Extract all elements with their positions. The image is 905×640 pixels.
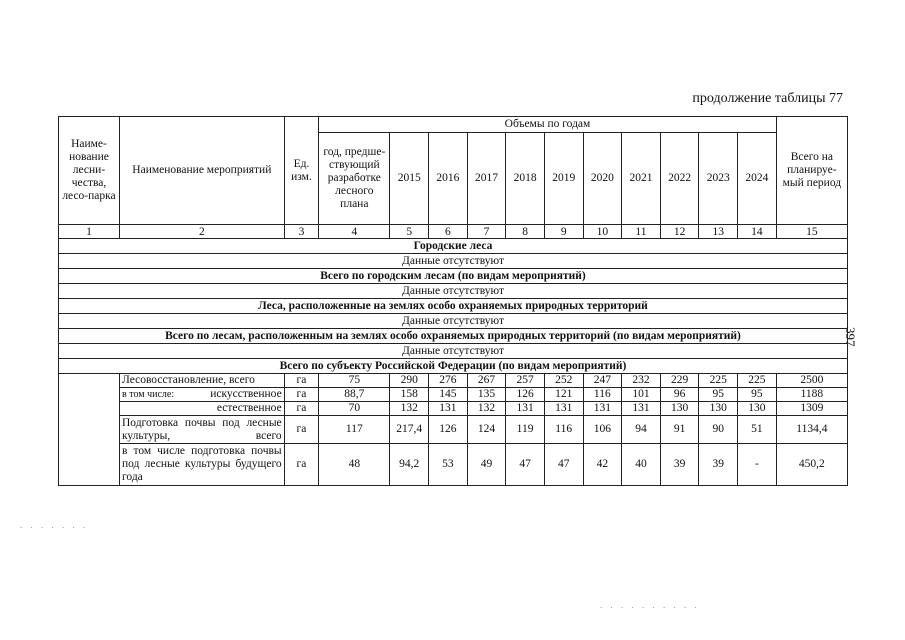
- year-value: 267: [467, 374, 506, 388]
- unit-cell: га: [284, 444, 319, 486]
- forestry-cell: [59, 374, 120, 486]
- column-number: 2: [119, 225, 284, 239]
- prev-year-value: 88,7: [319, 388, 390, 402]
- header-year: 2021: [622, 133, 661, 225]
- year-value: 39: [660, 444, 699, 486]
- column-number: 11: [622, 225, 661, 239]
- column-number: 9: [544, 225, 583, 239]
- header-year: 2020: [583, 133, 622, 225]
- header-year: 2024: [738, 133, 777, 225]
- header-years-group: Объемы по годам: [319, 117, 777, 133]
- header-year: 2018: [506, 133, 545, 225]
- table-row: [59, 416, 848, 444]
- column-number: 12: [660, 225, 699, 239]
- activity-name: Лесовосстановление, всего: [119, 374, 284, 388]
- column-number: 15: [776, 225, 847, 239]
- header-year: 2016: [429, 133, 468, 225]
- year-value: 95: [699, 388, 738, 402]
- prev-year-value: 117: [319, 416, 390, 444]
- total-value: 1134,4: [776, 416, 847, 444]
- year-value: 131: [429, 402, 468, 416]
- year-value: 131: [583, 402, 622, 416]
- header-prev-year: год, предше-ствующий разработке лесного плана: [319, 133, 390, 225]
- year-value: 131: [506, 402, 545, 416]
- unit-cell: га: [284, 402, 319, 416]
- section-title: Всего по лесам, расположенным на землях особо охраняемых природных территорий (по видам мероприятий): [59, 329, 848, 344]
- total-value: 1309: [776, 402, 847, 416]
- table-row: [59, 374, 848, 388]
- year-value: 95: [738, 388, 777, 402]
- activity-name: в том числе подготовка почвы под лесные культуры будущего года: [119, 444, 284, 486]
- section-note-row: [59, 314, 848, 329]
- section-title: Городские леса: [59, 239, 848, 254]
- year-value: 121: [544, 388, 583, 402]
- column-number: 5: [390, 225, 429, 239]
- year-value: 130: [738, 402, 777, 416]
- section-title-row: [59, 299, 848, 314]
- year-value: 126: [506, 388, 545, 402]
- table-row: [59, 444, 848, 486]
- year-value: 101: [622, 388, 661, 402]
- column-number: 10: [583, 225, 622, 239]
- total-value: 2500: [776, 374, 847, 388]
- header-unit: Ед. изм.: [284, 117, 319, 225]
- year-value: 40: [622, 444, 661, 486]
- section-title-row: [59, 269, 848, 284]
- year-value: 132: [467, 402, 506, 416]
- year-value: 94: [622, 416, 661, 444]
- section-title: Всего по субъекту Российской Федерации (по видам мероприятий): [59, 359, 848, 374]
- year-value: 116: [583, 388, 622, 402]
- activity-name: естественное: [119, 402, 284, 416]
- year-value: 217,4: [390, 416, 429, 444]
- table-caption: продолжение таблицы 77: [692, 91, 843, 106]
- year-value: 47: [506, 444, 545, 486]
- activities-table: [58, 116, 848, 486]
- header-total: Всего на планируе-мый период: [776, 117, 847, 225]
- section-note: Данные отсутствуют: [59, 344, 848, 359]
- year-value: 119: [506, 416, 545, 444]
- total-value: 450,2: [776, 444, 847, 486]
- header-activity: Наименование мероприятий: [119, 117, 284, 225]
- prev-year-value: 75: [319, 374, 390, 388]
- column-number: 3: [284, 225, 319, 239]
- unit-cell: га: [284, 374, 319, 388]
- year-value: 94,2: [390, 444, 429, 486]
- year-value: 225: [738, 374, 777, 388]
- header-year: 2019: [544, 133, 583, 225]
- section-note-row: [59, 254, 848, 269]
- year-value: 252: [544, 374, 583, 388]
- year-value: 106: [583, 416, 622, 444]
- prev-year-value: 70: [319, 402, 390, 416]
- header-year: 2015: [390, 133, 429, 225]
- year-value: 145: [429, 388, 468, 402]
- year-value: 53: [429, 444, 468, 486]
- year-value: 49: [467, 444, 506, 486]
- column-number: 4: [319, 225, 390, 239]
- section-note: Данные отсутствуют: [59, 254, 848, 269]
- activity-name: Подготовка почвы под лесные культуры, всего: [119, 416, 284, 444]
- table-row: [59, 388, 848, 402]
- header-year: 2022: [660, 133, 699, 225]
- section-note: Данные отсутствуют: [59, 314, 848, 329]
- column-number: 13: [699, 225, 738, 239]
- year-value: 158: [390, 388, 429, 402]
- year-value: 51: [738, 416, 777, 444]
- header-forestry: Наиме-нование лесни-чества, лесо-парка: [59, 117, 120, 225]
- year-value: 96: [660, 388, 699, 402]
- table-row: [59, 402, 848, 416]
- year-value: 131: [622, 402, 661, 416]
- year-value: 225: [699, 374, 738, 388]
- column-number: 14: [738, 225, 777, 239]
- year-value: 131: [544, 402, 583, 416]
- year-value: 132: [390, 402, 429, 416]
- activity-prefix: в том числе:: [121, 389, 175, 400]
- section-note: Данные отсутствуют: [59, 284, 848, 299]
- column-number: 6: [429, 225, 468, 239]
- year-value: 130: [660, 402, 699, 416]
- section-note-row: [59, 344, 848, 359]
- prev-year-value: 48: [319, 444, 390, 486]
- year-value: 290: [390, 374, 429, 388]
- section-title-row: [59, 239, 848, 254]
- section-title-row: [59, 329, 848, 344]
- year-value: 126: [429, 416, 468, 444]
- scan-noise: . . . . . . . . . .: [600, 600, 700, 610]
- year-value: 232: [622, 374, 661, 388]
- page-number: 397: [843, 327, 858, 347]
- year-value: 116: [544, 416, 583, 444]
- activity-label: искусственное: [210, 388, 282, 400]
- year-value: 276: [429, 374, 468, 388]
- year-value: 42: [583, 444, 622, 486]
- section-title-row: [59, 359, 848, 374]
- year-value: 90: [699, 416, 738, 444]
- column-number: 7: [467, 225, 506, 239]
- year-value: 124: [467, 416, 506, 444]
- total-value: 1188: [776, 388, 847, 402]
- year-value: 130: [699, 402, 738, 416]
- year-value: 135: [467, 388, 506, 402]
- year-value: 247: [583, 374, 622, 388]
- section-title: Всего по городским лесам (по видам мероприятий): [59, 269, 848, 284]
- activity-name: [119, 388, 284, 402]
- unit-cell: га: [284, 416, 319, 444]
- column-number: 8: [506, 225, 545, 239]
- section-title: Леса, расположенные на землях особо охраняемых природных территорий: [59, 299, 848, 314]
- year-value: 47: [544, 444, 583, 486]
- year-value: -: [738, 444, 777, 486]
- year-value: 229: [660, 374, 699, 388]
- unit-cell: га: [284, 388, 319, 402]
- column-number: 1: [59, 225, 120, 239]
- year-value: 39: [699, 444, 738, 486]
- year-value: 257: [506, 374, 545, 388]
- section-note-row: [59, 284, 848, 299]
- year-value: 91: [660, 416, 699, 444]
- header-year: 2017: [467, 133, 506, 225]
- header-year: 2023: [699, 133, 738, 225]
- scan-noise: . . . . . . .: [20, 520, 89, 530]
